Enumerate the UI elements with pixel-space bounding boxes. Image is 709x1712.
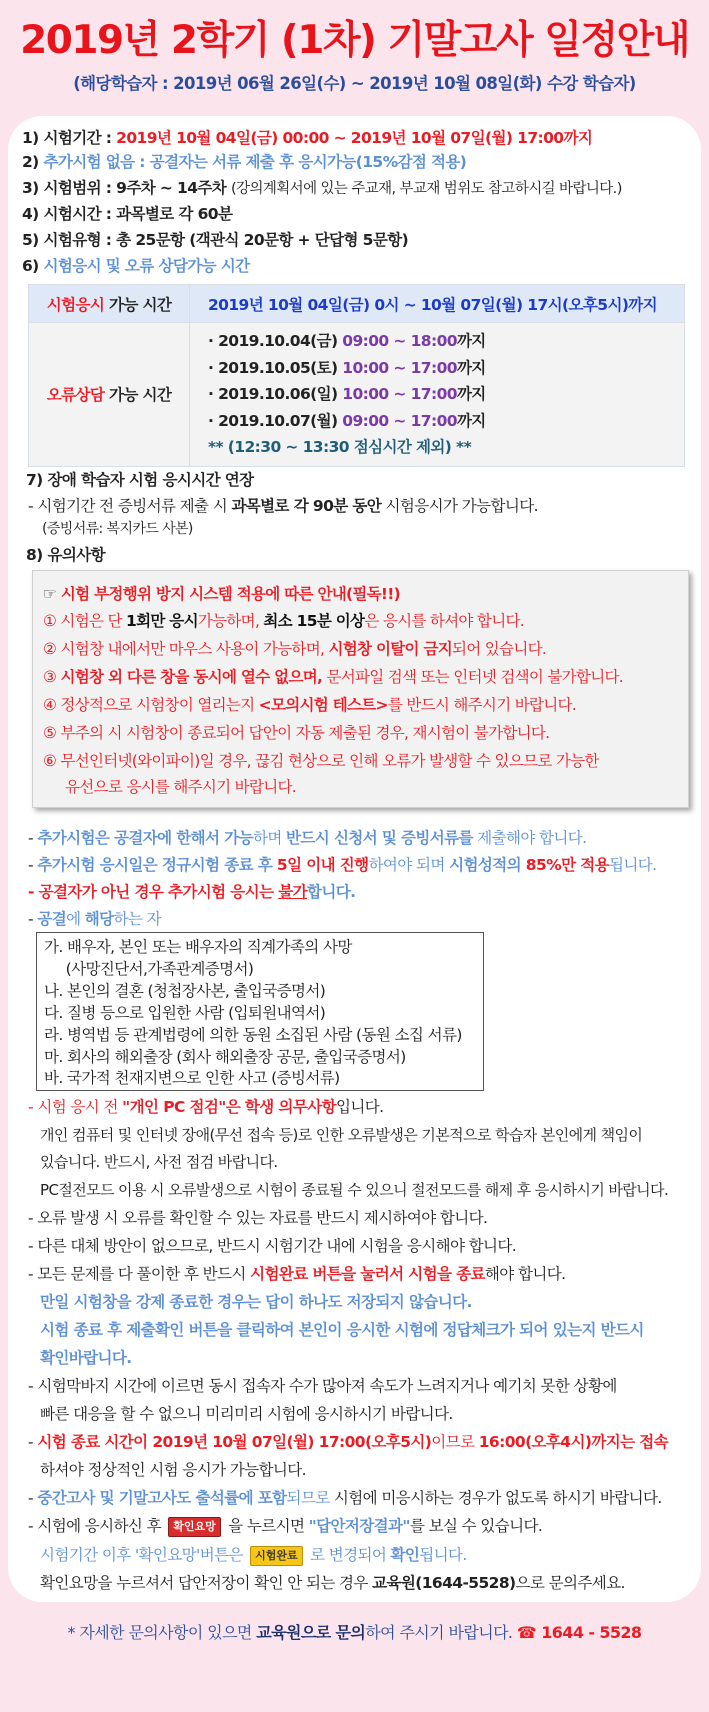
section8-heading: 8) 유의사항: [26, 546, 105, 564]
page-subtitle: (해당학습자 : 2019년 06월 26일(수) ~ 2019년 10월 08일(화) 수강 학습자): [73, 74, 636, 93]
submit-check-line: 시험 종료 후 제출확인 버튼을 클릭하여 본인이 응시한 시험에 정답체크가 되어 있는지 반드시: [40, 1321, 644, 1339]
item-schedule-heading: 6) 시험응시 및 오류 상담가능 시간: [22, 257, 250, 275]
pc-check-line: - 시험 응시 전 "개인 PC 점검"은 학생 의무사항입니다.: [28, 1098, 384, 1116]
deadline-line: 하셔야 정상적인 시험 응시가 가능합니다.: [40, 1461, 306, 1479]
attendance-line: - 중간고사 및 기말고사도 출석률에 포함되므로 시험에 미응시하는 경우가 없도록 하시기 바랍니다.: [28, 1489, 662, 1507]
schedule-row-exam: [29, 285, 685, 323]
finish-button-line: - 모든 문제를 다 풀이한 후 반드시 시험완료 버튼을 눌러서 시험을 종료해야 합니다.: [28, 1265, 566, 1283]
absence-eligible-heading: - 공결에 해당하는 자: [28, 910, 161, 928]
pc-check-detail: 있습니다. 반드시, 사전 점검 바랍니다.: [40, 1153, 278, 1171]
footer-phone: 1644 - 5528: [536, 1623, 642, 1642]
last-minute-line: - 시험막바지 시간에 이르면 동시 접속자 수가 많아져 속도가 느려지거나 예기치 못한 상황에: [28, 1377, 617, 1395]
error-evidence-line: - 오류 발생 시 오류를 확인할 수 있는 자료를 반드시 제시하여야 합니다.: [28, 1209, 488, 1227]
contact-line: 확인요망을 누르셔서 답안저장이 확인 안 되는 경우 교육원(1644-5528)으로 문의주세요.: [40, 1574, 625, 1592]
item-exam-type: 5) 시험유형 : 총 25문항 (객관식 20문항 + 단답형 5문항): [22, 231, 409, 249]
non-absentee-line: - 공결자가 아닌 경우 추가시험 응시는 불가합니다.: [28, 883, 356, 901]
section7-heading: 7) 장애 학습자 시험 응시시간 연장: [26, 471, 254, 489]
absence-criteria-item: 가. 배우자, 본인 또는 배우자의 직계가족의 사망: [44, 938, 352, 956]
notice-item: ③ 시험창 외 다른 창을 동시에 열수 없으며, 문서파일 검색 또는 인터넷 검색이 불가합니다.: [43, 668, 623, 686]
section7-line1: - 시험기간 전 증빙서류 제출 시 과목별로 각 90분 동안 시험응시가 가능합니다.: [28, 497, 538, 515]
page-title: 2019년 2학기 (1차) 기말고사 일정안내: [20, 18, 689, 63]
absence-criteria-box: [36, 932, 484, 1091]
schedule-exam-value: 2019년 10월 04일(금) 0시 ~ 10월 07일(월) 17시(오후5시)까지: [190, 285, 685, 323]
notice-item: ① 시험은 단 1회만 응시가능하며, 최소 15분 이상은 응시를 하셔야 합니다.: [43, 612, 524, 630]
notice-item: ⑥ 무선인터넷(와이파이)일 경우, 끊김 현상으로 인해 오류가 발생할 수 있으므로 가능한: [43, 752, 599, 770]
pointing-hand-icon: ☞: [43, 585, 61, 603]
schedule-support-times: [190, 323, 685, 467]
notice-item: ② 시험창 내에서만 마우스 사용이 가능하며, 시험창 이탈이 금지되어 있습니다.: [43, 640, 547, 658]
absence-criteria-item: 바. 국가적 천재지변으로 인한 사고 (증빙서류): [44, 1069, 340, 1087]
confirm-required-button[interactable]: 확인요망: [168, 1517, 221, 1537]
schedule-lunch-note: ** (12:30 ~ 13:30 점심시간 제외) **: [208, 438, 472, 456]
pc-check-detail: PC절전모드 이용 시 오류발생으로 시험이 종료될 수 있으니 절전모드를 해제 후 응시하시기 바랍니다.: [40, 1181, 669, 1199]
exam-period-line: - 다른 대체 방안이 없으므로, 반드시 시험기간 내에 시험을 응시해야 합니다.: [28, 1237, 517, 1255]
section7-line2: (증빙서류: 복지카드 사본): [42, 521, 193, 537]
schedule-row-support: [29, 323, 685, 467]
absence-criteria-item: 마. 회사의 해외출장 (회사 해외출장 공문, 출입국증명서): [44, 1048, 406, 1066]
schedule-table: [28, 284, 685, 467]
deadline-line: - 시험 종료 시간이 2019년 10월 07일(월) 17:00(오후5시)이므로 16:00(오후4시)까지는 접속: [28, 1433, 669, 1451]
schedule-support-row: · 2019.10.07(월) 09:00 ~ 17:00까지: [208, 411, 486, 430]
schedule-support-row: · 2019.10.04(금) 09:00 ~ 18:00까지: [208, 332, 486, 350]
makeup-exam-line: - 추가시험은 공결자에 한해서 가능하며 반드시 신청서 및 증빙서류를 제출해야 합니다.: [28, 829, 587, 847]
notice-item-continued: 유선으로 응시를 해주시기 바랍니다.: [65, 778, 297, 796]
last-minute-line: 빠른 대응을 할 수 없으니 미리미리 시험에 응시하시기 바랍니다.: [40, 1405, 453, 1423]
confirm-button-line: - 시험에 응시하신 후 확인요망 을 누르시면 "답안저장결과"를 보실 수 있습니다.: [28, 1517, 543, 1535]
button-change-line: 시험기간 이후 '확인요망'버튼은 시험완료 로 변경되어 확인됩니다.: [40, 1546, 467, 1564]
makeup-exam-date-line: - 추가시험 응시일은 정규시험 종료 후 5일 이내 진행하여야 되며 시험성적의 85%만 적용됩니다.: [28, 856, 657, 874]
item-exam-period: 1) 시험기간 : 2019년 10월 04일(금) 00:00 ~ 2019년 10월 07일(월) 17:00까지: [22, 129, 593, 147]
schedule-support-label: 오류상담 가능 시간: [29, 323, 190, 467]
item-exam-time: 4) 시험시간 : 과목별로 각 60분: [22, 205, 233, 223]
absence-criteria-item: (사망진단서,가족관계증명서): [44, 960, 254, 978]
schedule-exam-label: 시험응시 가능 시간: [29, 285, 190, 323]
pc-check-detail: 개인 컴퓨터 및 인터넷 장애(무선 접속 등)로 인한 오류발생은 기본적으로 학습자 본인에게 책임이: [40, 1126, 643, 1144]
absence-criteria-item: 다. 질병 등으로 입원한 사람 (입퇴원내역서): [44, 1004, 326, 1022]
phone-icon: ☎: [516, 1623, 537, 1642]
cheating-prevention-notice: [32, 570, 689, 808]
schedule-support-row: · 2019.10.05(토) 10:00 ~ 17:00까지: [208, 358, 486, 377]
notice-item: ④ 정상적으로 시험창이 열리는지 <모의시험 테스트>를 반드시 해주시기 바랍니다.: [43, 696, 577, 714]
notice-title: ☞ 시험 부정행위 방지 시스템 적용에 따른 안내(필독!!): [43, 585, 401, 603]
force-close-warning: 만일 시험창을 강제 종료한 경우는 답이 하나도 저장되지 않습니다.: [40, 1293, 472, 1311]
item-exam-scope: 3) 시험범위 : 9주차 ~ 14주차 (강의계획서에 있는 주교재, 부교재 범위도 참고하시길 바랍니다.): [22, 179, 622, 197]
exam-complete-button[interactable]: 시험완료: [250, 1546, 303, 1566]
absence-criteria-item: 나. 본인의 결혼 (청첩장사본, 출입국증명서): [44, 982, 326, 1000]
item-no-makeup: 2) 추가시험 없음 : 공결자는 서류 제출 후 응시가능(15%감점 적용): [22, 153, 467, 171]
absence-criteria-item: 라. 병역법 등 관계법령에 의한 동원 소집된 사람 (동원 소집 서류): [44, 1026, 462, 1044]
notice-item: ⑤ 부주의 시 시험창이 종료되어 답안이 자동 제출된 경우, 재시험이 불가합니다.: [43, 724, 550, 742]
schedule-support-row: · 2019.10.06(일) 10:00 ~ 17:00까지: [208, 385, 486, 403]
submit-check-line: 확인바랍니다.: [40, 1349, 132, 1367]
footer-contact: * 자세한 문의사항이 있으면 교육원으로 문의하여 주시기 바랍니다. ☎ 1644 - 5528: [67, 1623, 642, 1642]
